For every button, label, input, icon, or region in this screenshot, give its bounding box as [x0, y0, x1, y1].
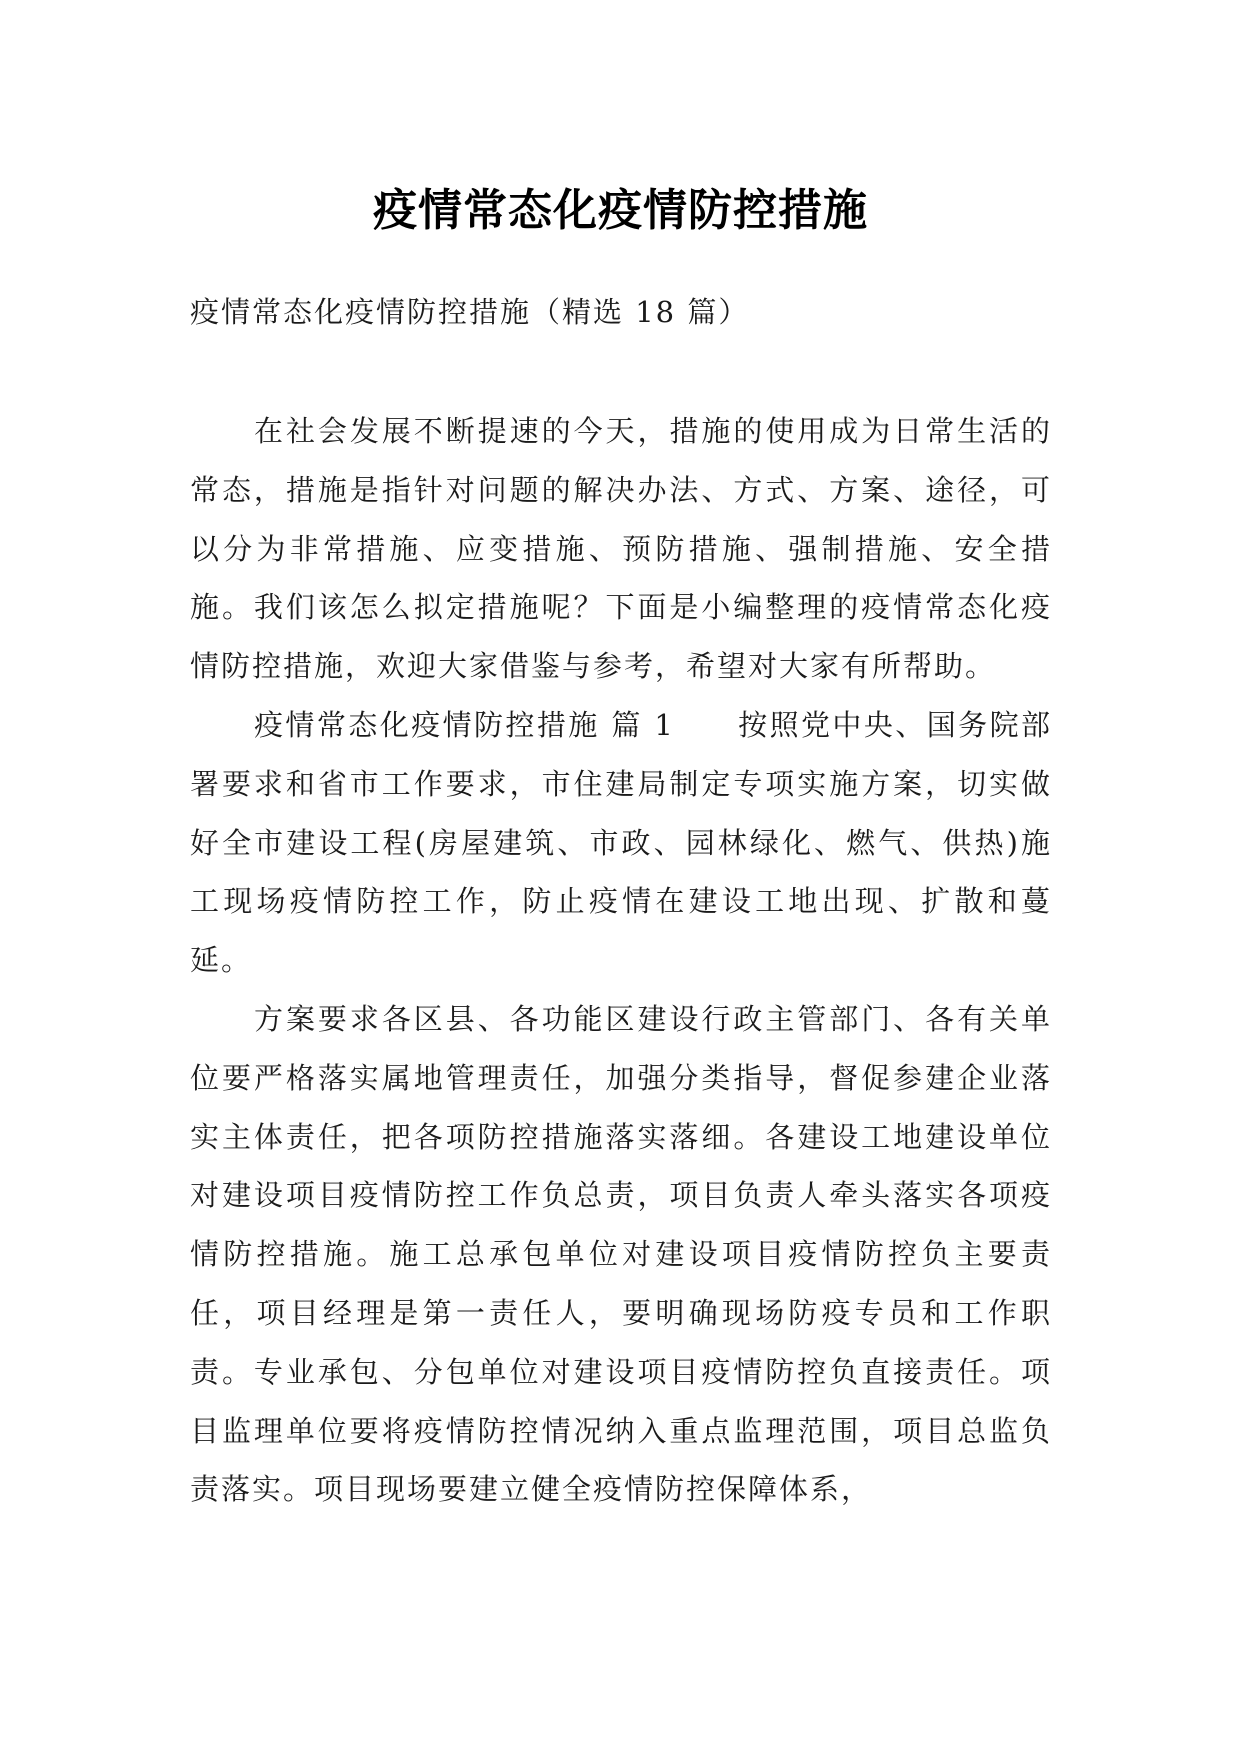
paragraph-section-1: 疫情常态化疫情防控措施 篇 1 按照党中央、国务院部署要求和省市工作要求，市住建局制定专项实施方案，切实做好全市建设工程(房屋建筑、市政、园林绿化、燃气、供热)施工现场疫情防控工作，防止疫情在建设工地出现、扩散和蔓延。 — [190, 707, 1052, 978]
paragraph-intro: 在社会发展不断提速的今天，措施的使用成为日常生活的常态，措施是指针对问题的解决办法、方式、方案、途径，可以分为非常措施、应变措施、预防措施、强制措施、安全措施。我们该怎么拟定措施呢？下面是小编整理的疫情常态化疫情防控措施，欢迎大家借鉴与参考，希望对大家有所帮助。 — [190, 414, 1052, 684]
document-title: 疫情常态化疫情防控措施 — [373, 185, 868, 237]
document-subtitle: 疫情常态化疫情防控措施（精选 18 篇） — [190, 295, 750, 329]
document-body — [190, 402, 1052, 1519]
paragraph-responsibilities: 方案要求各区县、各功能区建设行政主管部门、各有关单位要严格落实属地管理责任，加强分类指导，督促参建企业落实主体责任，把各项防控措施落实落细。各建设工地建设单位对建设项目疫情防控工作负总责，项目负责人牵头落实各项疫情防控措施。施工总承包单位对建设项目疫情防控负主要责任，项目经理是第一责任人，要明确现场防疫专员和工作职责。专业承包、分包单位对建设项目疫情防控负直接责任。项目监理单位要将疫情防控情况纳入重点监理范围，项目总监负责落实。项目现场要建立健全疫情防控保障体系， — [190, 1001, 1052, 1507]
